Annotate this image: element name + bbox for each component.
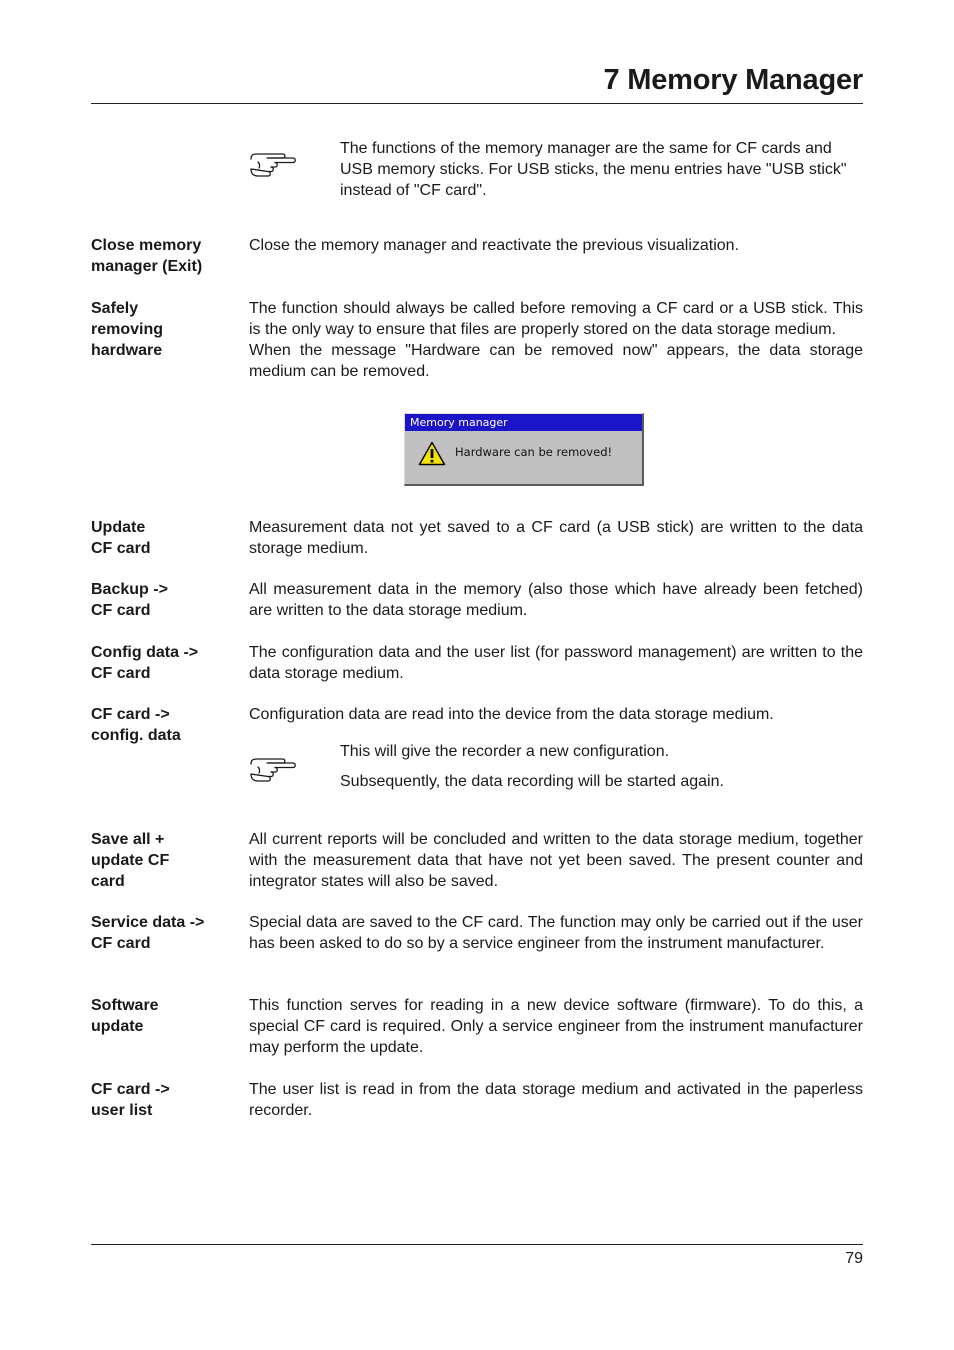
entry-software-update: [91, 995, 863, 1058]
entry-update-cf-card: [91, 517, 863, 559]
entry-description: All current reports will be concluded and written to the data storage medium, together with the measurement data that have not yet been saved. The present counter and integrator states will also be saved.: [249, 831, 863, 890]
entry-description: Measurement data not yet saved to a CF card (a USB stick) are written to the data storage medium.: [249, 519, 863, 557]
entry-description: This function serves for reading in a new device software (firmware). To do this, a special CF card is required. Only a service engineer from the instrument manufacturer may perform the update.: [249, 997, 863, 1056]
entry-term: CF card -> user list: [91, 1081, 170, 1119]
intro-note: [249, 138, 863, 201]
config-note-line: This will give the recorder a new configuration.: [340, 743, 670, 760]
memory-manager-dialog: [404, 413, 644, 486]
entry-description: Configuration data are read into the device from the data storage medium.: [249, 706, 774, 723]
entry-term: Service data -> CF card: [91, 914, 205, 952]
entry-service-data-cf-card: [91, 912, 863, 954]
entry-backup-cf-card: [91, 579, 863, 621]
footer-rule: [91, 1244, 863, 1245]
entry-term: Backup -> CF card: [91, 581, 168, 619]
entry-term: CF card -> config. data: [91, 706, 181, 744]
config-note-line: Subsequently, the data recording will be started again.: [340, 773, 724, 790]
entry-description: Special data are saved to the CF card. The function may only be carried out if the user has been asked to do so by a service engineer from the instrument manufacturer.: [249, 914, 863, 952]
entry-save-all-update-cf-card: [91, 829, 863, 892]
entry-config-data-cf-card: [91, 642, 863, 684]
entry-description: The configuration data and the user list (for password management) are written to the data storage medium.: [249, 644, 863, 682]
entry-term: Safely removing hardware: [91, 300, 164, 359]
entry-description: All measurement data in the memory (also those which have already been fetched) are written to the data storage medium.: [249, 581, 863, 619]
pointing-hand-icon: [249, 755, 297, 785]
intro-note-text: The functions of the memory manager are the same for CF cards and USB memory sticks. For USB sticks, the menu entries have "USB stick" instead of "CF card".: [340, 140, 847, 199]
entry-cf-card-config-data: [91, 704, 863, 744]
dialog-title-bar: Memory manager: [405, 414, 642, 431]
entry-close-memory-manager: [91, 235, 863, 275]
entry-term: Close memory manager (Exit): [91, 237, 203, 275]
entry-term: Update CF card: [91, 519, 151, 557]
entry-description: The user list is read in from the data storage medium and activated in the paperless recorder.: [249, 1081, 863, 1119]
entry-term: Config data -> CF card: [91, 644, 199, 682]
entry-description: The function should always be called before removing a CF card or a USB stick. This is the only way to ensure that files are properly stored on the data storage medium.: [249, 300, 863, 338]
dialog-message: Hardware can be removed!: [455, 445, 613, 459]
warning-icon: [418, 441, 446, 466]
entry-cf-card-user-list: [91, 1079, 863, 1121]
entry-term: Software update: [91, 997, 159, 1035]
entry-safely-removing-hardware: [91, 298, 863, 382]
page-number: 79: [845, 1250, 863, 1267]
entry-description: Close the memory manager and reactivate the previous visualization.: [249, 237, 740, 254]
entry-description: When the message "Hardware can be removed now" appears, the data storage medium can be removed.: [249, 342, 863, 380]
pointing-hand-icon: [249, 150, 297, 180]
chapter-title: 7 Memory Manager: [603, 64, 863, 96]
header-rule: [91, 103, 863, 104]
entry-term: Save all + update CF card: [91, 831, 170, 890]
config-note: [249, 741, 863, 792]
